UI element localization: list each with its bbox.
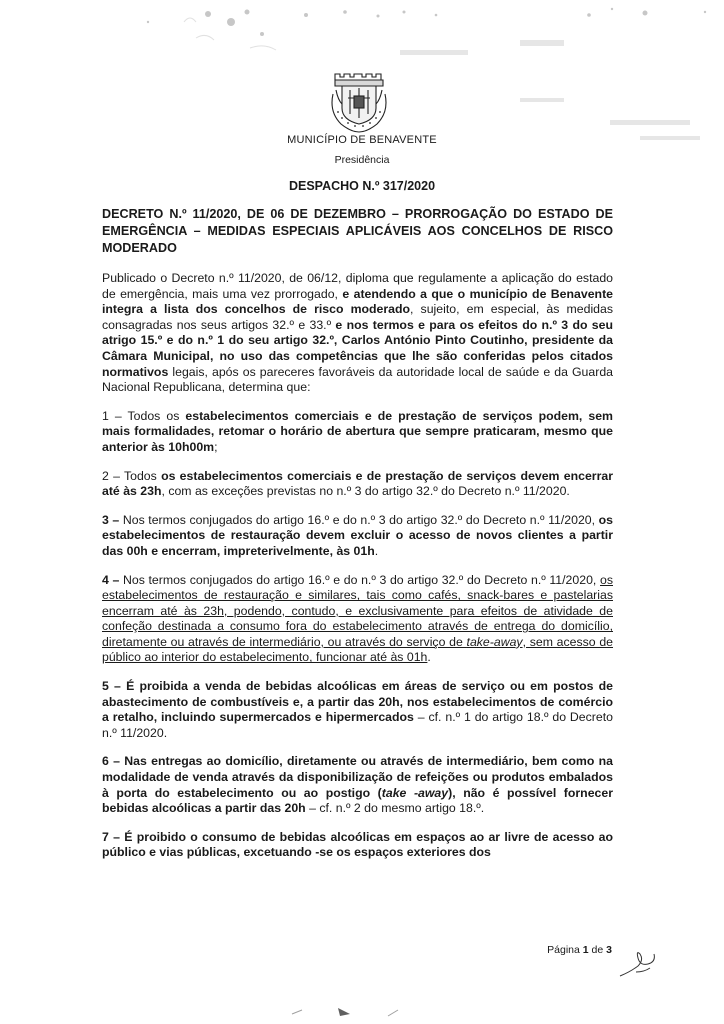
item-5 bbox=[102, 679, 613, 741]
item-5-tail: – cf. n.º 1 do artigo 18.º do Decreto n.º 11/2020. bbox=[102, 710, 613, 740]
intro-text-3: legais, após os pareceres favoráveis da autoridade local de saúde e da Guarda Nacional Republicana, determina que: bbox=[102, 364, 613, 395]
item-7 bbox=[102, 830, 613, 861]
item-1-lead: 1 – Todos os bbox=[102, 408, 186, 423]
decree-heading: DECRETO N.º 11/2020, DE 06 DE DEZEMBRO – PRORROGAÇÃO DO ESTADO DE EMERGÊNCIA – MEDIDAS ESPECIAIS APLICÁVEIS AOS CONCELHOS DE RISCO MODERADO bbox=[102, 207, 613, 255]
item-3-bold: os estabelecimentos de restauração devem excluir o acesso de novos clientes a partir das 00h e encerram, impreterivelmente, às 01h bbox=[102, 512, 613, 558]
item-4 bbox=[102, 573, 613, 667]
municipality-name: MUNICÍPIO DE BENAVENTE bbox=[287, 134, 437, 146]
intro-text-2: , sujeito, em especial, às medidas consagradas nos seus artigos 32.º e 33.º bbox=[102, 302, 613, 332]
item-4-underlined-1: os estabelecimentos de restauração e similares, tais como cafés, snack-bares e pastelarias encerram até às 23h, podendo, contudo, e exclusivamente para efeitos de atividade de confeção destinada a consumo fora do estabelecimento através de entrega do domicílio, diretamente ou através de intermediário, ou através do serviço de bbox=[102, 572, 613, 649]
item-3-number: 3 – bbox=[102, 512, 123, 527]
page-label: Página bbox=[547, 944, 583, 956]
intro-text-1: Publicado o Decreto n.º 11/2020, de 06/12, diploma que regulamente a aplicação do estado de emergência, mais uma vez prorrogado, bbox=[102, 271, 613, 301]
item-3-tail: . bbox=[374, 543, 379, 558]
document-title: DESPACHO N.º 317/2020 bbox=[288, 179, 436, 193]
item-6-bold-italic: take -away bbox=[381, 785, 449, 800]
item-2-lead: 2 – Todos bbox=[102, 468, 162, 483]
item-6 bbox=[102, 754, 613, 816]
item-1 bbox=[102, 409, 613, 456]
document-body bbox=[102, 206, 613, 874]
item-4-underlined-italic: take-away bbox=[466, 634, 523, 649]
page-separator: de bbox=[588, 944, 607, 956]
item-5-bold: 5 – É proibida a venda de bebidas alcoólicas em áreas de serviço ou em postos de abastecimento de combustíveis e, a partir das 20h, nos estabelecimentos de comércio a retalho, incluindo supermercados e hipermercados bbox=[102, 679, 613, 725]
item-4-lead: Nos termos conjugados do artigo 16.º e do n.º 3 do artigo 32.º do Decreto n.º 11/2020, bbox=[122, 572, 600, 587]
item-1-bold: estabelecimentos comerciais e de prestação de serviços podem, sem mais formalidades, retomar o horário de abertura que sempre praticaram, mesmo que anterior às 10h00m bbox=[102, 408, 613, 454]
item-6-bold-1: 6 – Nas entregas ao domicílio, diretamente ou através de intermediário, bem como na modalidade de venda através da disponibilização de refeições ou produtos embalados à porta do estabelecimento ou ao postigo ( bbox=[102, 754, 613, 800]
intro-bold-1: e atendendo a que o município de Benavente integra a lista dos concelhos de risco moderado bbox=[102, 286, 613, 317]
item-4-underlined-2: , sem acesso de público ao interior do estabelecimento, funcionar até às 01h bbox=[102, 634, 613, 665]
item-6-tail: – cf. n.º 2 do mesmo artigo 18.º. bbox=[305, 801, 485, 816]
page-current: 1 bbox=[582, 944, 589, 956]
item-6-bold-2: ), não é possível fornecer bebidas alcoólicas a partir das 20h bbox=[102, 785, 613, 816]
item-1-tail: ; bbox=[214, 439, 218, 454]
item-4-number: 4 – bbox=[102, 572, 123, 587]
item-3-lead: Nos termos conjugados do artigo 16.º e do n.º 3 do artigo 32.º do Decreto n.º 11/2020, bbox=[122, 512, 599, 527]
item-2-tail: , com as exceções previstas no n.º 3 do artigo 32.º do Decreto n.º 11/2020. bbox=[161, 484, 570, 499]
item-7-bold: 7 – É proibido o consumo de bebidas alcoólicas em espaços ao ar livre de acesso ao público e vias públicas, excetuando -se os espaços exteriores dos bbox=[102, 829, 613, 860]
office-name: Presidência bbox=[334, 154, 390, 166]
item-4-tail: . bbox=[427, 650, 431, 665]
initials-signature bbox=[616, 946, 662, 980]
coat-of-arms-icon bbox=[324, 66, 394, 134]
page-number bbox=[547, 944, 612, 956]
item-2-bold: os estabelecimentos comerciais e de prestação de serviços devem encerrar até às 23h bbox=[102, 468, 613, 499]
page-total: 3 bbox=[606, 944, 612, 956]
item-2 bbox=[102, 469, 613, 500]
intro-paragraph bbox=[102, 271, 613, 396]
intro-bold-2: e nos termos e para os efeitos do n.º 3 do seu atrigo 15.º e do n.º 1 do seu artigo 32.º, Carlos António Pinto Coutinho, presidente da Câmara Municipal, no uso das competências que lhe são conferidas pelos citados normativos bbox=[102, 317, 613, 379]
item-3 bbox=[102, 513, 613, 560]
